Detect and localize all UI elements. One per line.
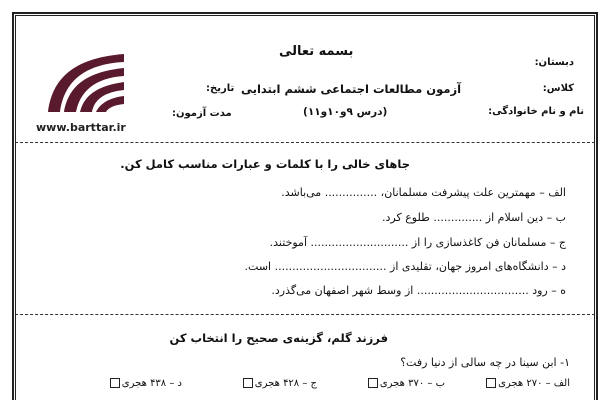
option-d[interactable] xyxy=(110,378,182,389)
barttar-logo-icon xyxy=(44,52,126,114)
question-text: ۱- ابن سینا در چه سالی از دنیا رفت؟ xyxy=(400,356,570,369)
option-d-checkbox[interactable] xyxy=(110,378,120,388)
section1-instruction: جاهای خالی را با کلمات و عبارات مناسب کامل کن. xyxy=(120,157,410,171)
fill-blank-item: ب – دین اسلام از .............. طلوع کرد. xyxy=(382,211,566,224)
fill-blank-item: الف – مهمترین علت پیشرفت مسلمانان، ............... می‌باشد. xyxy=(281,186,566,199)
section-divider xyxy=(15,314,595,315)
option-b[interactable] xyxy=(368,378,445,389)
option-b-checkbox[interactable] xyxy=(368,378,378,388)
option-c-checkbox[interactable] xyxy=(243,378,253,388)
fill-blank-item: د – دانشگاه‌های امروز جهان، تقلیدی از ................................ است. xyxy=(244,260,566,273)
option-c[interactable] xyxy=(243,378,317,389)
exam-title: آزمون مطالعات اجتماعی ششم ابتدایی xyxy=(241,82,462,96)
option-c-label: ج – ۴۲۸ هجری xyxy=(254,378,317,389)
fill-blank-item: ه – رود ................................ از وسط شهر اصفهان می‌گذرد. xyxy=(271,284,566,297)
section2-instruction: فرزند گلم، گزینه‌ی صحیح را انتخاب کن xyxy=(169,331,388,345)
option-a-checkbox[interactable] xyxy=(486,378,496,388)
school-label: دبستان: xyxy=(534,57,574,68)
lessons-label: (درس ۹و۱۰و۱۱) xyxy=(303,106,388,118)
class-label: کلاس: xyxy=(542,83,574,94)
option-a-label: الف – ۲۷۰ هجری xyxy=(498,378,570,389)
option-d-label: د – ۴۳۸ هجری xyxy=(121,378,182,389)
option-b-label: ب – ۳۷۰ هجری xyxy=(379,378,445,389)
header-divider xyxy=(15,142,595,143)
duration-label: مدت آزمون: xyxy=(172,108,232,119)
option-a[interactable] xyxy=(486,378,570,389)
date-label: تاریخ: xyxy=(206,83,235,94)
page-title: بسمه تعالی xyxy=(279,44,354,59)
student-name-label: نام و نام خانوادگی: xyxy=(488,106,584,117)
fill-blank-item: ج – مسلمانان فن کاغذسازی را از ............................ آموختند. xyxy=(269,236,566,249)
website-url: www.barttar.ir xyxy=(36,121,126,134)
